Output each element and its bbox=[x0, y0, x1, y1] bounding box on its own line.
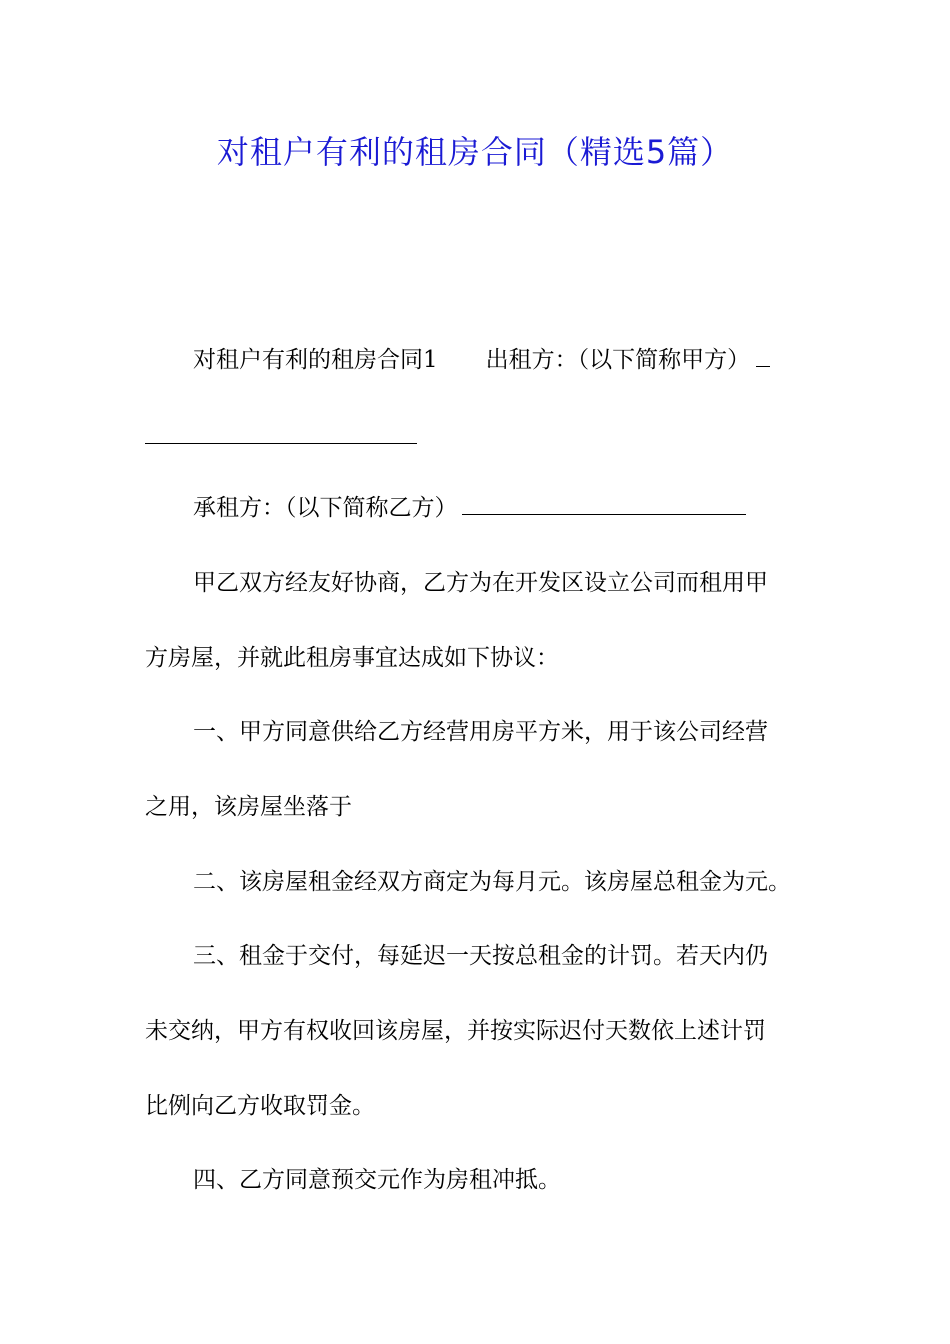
lessee-blank bbox=[462, 492, 746, 515]
section-heading: 对租户有利的租房合同1 bbox=[193, 347, 438, 373]
clause-4-line: 四、乙方同意预交元作为房租冲抵。 bbox=[193, 1167, 561, 1193]
lessor-label: 出租方：（以下简称甲方） bbox=[485, 347, 751, 373]
clause-2-line: 二、该房屋租金经双方商定为每月元。该房屋总租金为元。 bbox=[193, 869, 791, 895]
clause-3-line: 未交纳，甲方有权收回该房屋，并按实际迟付天数依上述计罚 bbox=[145, 1018, 766, 1044]
clause-3-line: 三、租金于交付，每延迟一天按总租金的计罚。若天内仍 bbox=[193, 943, 768, 969]
lessor-blank-start bbox=[756, 344, 770, 367]
paragraph-line: 方房屋，并就此租房事宜达成如下协议： bbox=[145, 645, 559, 671]
lessor-blank-line bbox=[145, 442, 417, 444]
lessee-label: 承租方：（以下简称乙方） bbox=[193, 495, 458, 521]
paragraph-line: 甲乙双方经友好协商，乙方为在开发区设立公司而租用甲 bbox=[193, 570, 768, 596]
clause-3-line: 比例向乙方收取罚金。 bbox=[145, 1093, 375, 1119]
clause-1-line: 一、甲方同意供给乙方经营用房平方米，用于该公司经营 bbox=[193, 719, 768, 745]
clause-1-line: 之用，该房屋坐落于 bbox=[145, 794, 352, 820]
lessor-line bbox=[193, 344, 858, 376]
document-title: 对租户有利的租房合同（精选5篇） bbox=[216, 133, 734, 171]
lessee-line bbox=[193, 492, 858, 524]
